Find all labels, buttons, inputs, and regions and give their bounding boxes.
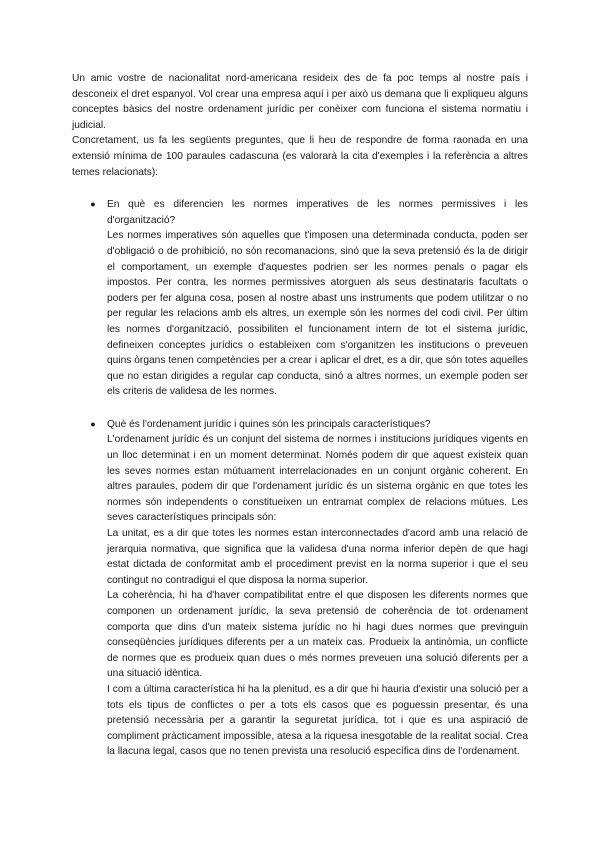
question-item (90, 417, 528, 760)
intro-paragraph: Concretament, us fa les següents preguntes, que li heu de respondre de forma raonada en una extensió mínima de 100 paraules cadascuna (es valorarà la cita d'exemples i la referència a altres temes relacionats): (72, 135, 528, 178)
answer-paragraph: La unitat, es a dir que totes les normes estan interconnectades d'acord amb una relació de jerarquia normativa, que significa que la validesa d'una norma inferior depèn de que hagi estat dictada de conformitat amb el procediment previst en la norma superior i que el seu contingut no contradigui el que disposa la norma superior. (107, 528, 528, 586)
intro-paragraph: Un amic vostre de nacionalitat nord-americana resideix des de fa poc temps al nostre país i desconeix el dret espanyol. Vol crear una empresa aquí i per això us demana que li expliqueu alguns conceptes bàsics del nostre ordenament jurídic per conèixer com funciona el sistema normatiu i judicial. (72, 73, 528, 131)
answer-paragraph: La coherència, hi ha d'haver compatibilitat entre el que disposen les diferents normes que componen un ordenament jurídic, la seva pretensió de coherència de tot ordenament comporta que dins d'un mateix sistema jurídic no hi hagi dues normes que previnguin conseqüències jurídiques diferents per a un mateix cas. Produeix la antinòmia, un conflicte de normes que es produeix quan dues o més normes preveuen una solució diferents per a una situació idèntica. (107, 590, 528, 680)
question-text: En què es diferencien les normes imperatives de les normes permissives i les d'organització? (107, 199, 528, 226)
question-item (90, 197, 528, 400)
document-body (72, 71, 528, 760)
bullet-icon: ● (90, 418, 96, 429)
answer-paragraph: Les normes imperatives són aquelles que t'imposen una determinada conducta, poden ser d'obligació o de prohibició, no són recomanacions, sinó que la seva pretensió és la de dirigir el comportament, un exemple d'aquestes podrien ser les normes penals o pagar els impostos. Per contra, les normes permissives atorguen als seus destinataris facultats o poders per fer alguna cosa, posen al nostre abast uns instruments que podem utilitzar o no per regular les relacions amb els altres, un exemple són les normes del codi civil. Per últim les normes d'organització, possibiliten el funcionament intern de tot el sistema jurídic, defineixen conceptes jurídics o estableixen com s'organitzen les institucions o preveuen quins òrgans tenen competències per a crear i aplicar el dret, es a dir, que són totes aquelles que no estan dirigides a regular cap conducta, sinó a altres normes, un exemple poden ser els criteris de validesa de les normes. (107, 230, 528, 398)
intro-section (72, 71, 528, 180)
answer-block (107, 228, 528, 400)
answer-block (107, 432, 528, 759)
answer-paragraph: L'ordenament jurídic és un conjunt del sistema de normes i institucions jurídiques vigents en un lloc determinat i en un moment determinat. Només podem dir que aquest existeix quan les seves normes estan mútuament interrelacionades en un conjunt orgànic coherent. En altres paraules, podem dir que l'ordenament jurídic és un sistema orgànic en que totes les normes són independents o constitueixen un entramat complex de relacions mútues. Les seves característiques principals són: (107, 434, 528, 524)
bullet-icon: ● (90, 199, 96, 210)
answer-paragraph: I com a última característica hi ha la plenitud, es a dir que hi hauria d'existir una solució per a tots els tipus de conflictes o per a tots els casos que es poguessin presentar, és una pretensió necessària per a garantir la seguretat jurídica, tot i que es una aspiració de compliment pràcticament impossible, atesa a la riquesa inesgotable de la realitat social. Crea la llacuna legal, casos que no tenen prevista una resolució específica dins de l'ordenament. (107, 683, 528, 758)
question-text: Què és l'ordenament jurídic i quines són les principals característiques? (107, 418, 431, 430)
